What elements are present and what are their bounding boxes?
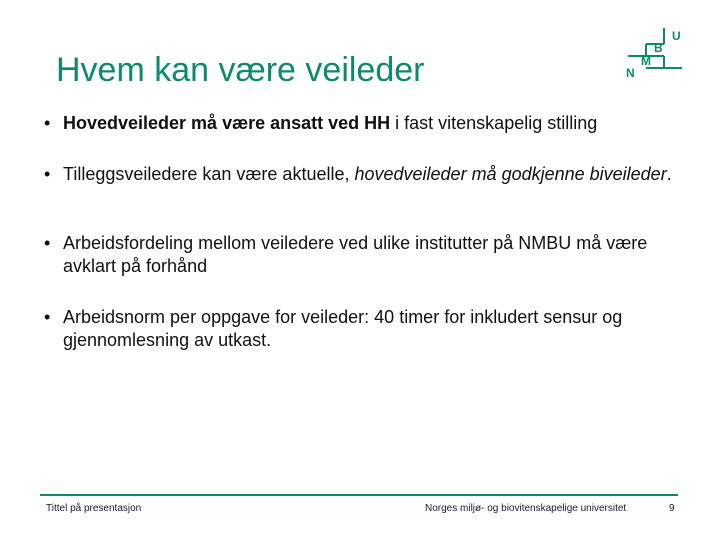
bullet-marker: •	[44, 233, 51, 253]
footer-university-name: Norges miljø- og biovitenskapelige universitet	[425, 503, 627, 514]
bullet-item	[40, 112, 597, 135]
slide-title: Hvem kan være veileder	[56, 51, 425, 89]
bullet-marker: •	[44, 307, 51, 327]
bullet-text-end: .	[666, 164, 672, 184]
logo-letter-n: N	[626, 66, 635, 80]
bullet-text: Arbeidsnorm per oppgave for veileder: 40 timer for inkludert sensur og gjennomlesning av utkast.	[63, 307, 623, 350]
bullet-italic-text: hovedveileder må godkjenne biveileder	[354, 164, 667, 184]
nmbu-logo	[624, 26, 688, 82]
bullet-marker: •	[44, 164, 51, 184]
footer-presentation-title: Tittel på presentasjon	[46, 503, 142, 514]
bullet-text: Tilleggsveiledere kan være aktuelle,	[63, 164, 355, 184]
bullet-bold-text: Hovedveileder må være ansatt ved HH	[63, 113, 391, 133]
bullet-text: i fast vitenskapelig stilling	[390, 113, 598, 133]
logo-letter-u: U	[672, 29, 681, 43]
footer-divider	[40, 494, 678, 496]
bullet-item	[40, 306, 680, 352]
bullet-marker: •	[44, 113, 51, 133]
bullet-text: Arbeidsfordeling mellom veiledere ved ulike institutter på NMBU må være avklart på forhånd	[63, 233, 648, 276]
logo-letter-b: B	[654, 41, 663, 55]
logo-letter-m: M	[641, 54, 651, 68]
page-number: 9	[669, 503, 675, 514]
bullet-item	[40, 232, 680, 278]
bullet-item	[40, 163, 672, 186]
